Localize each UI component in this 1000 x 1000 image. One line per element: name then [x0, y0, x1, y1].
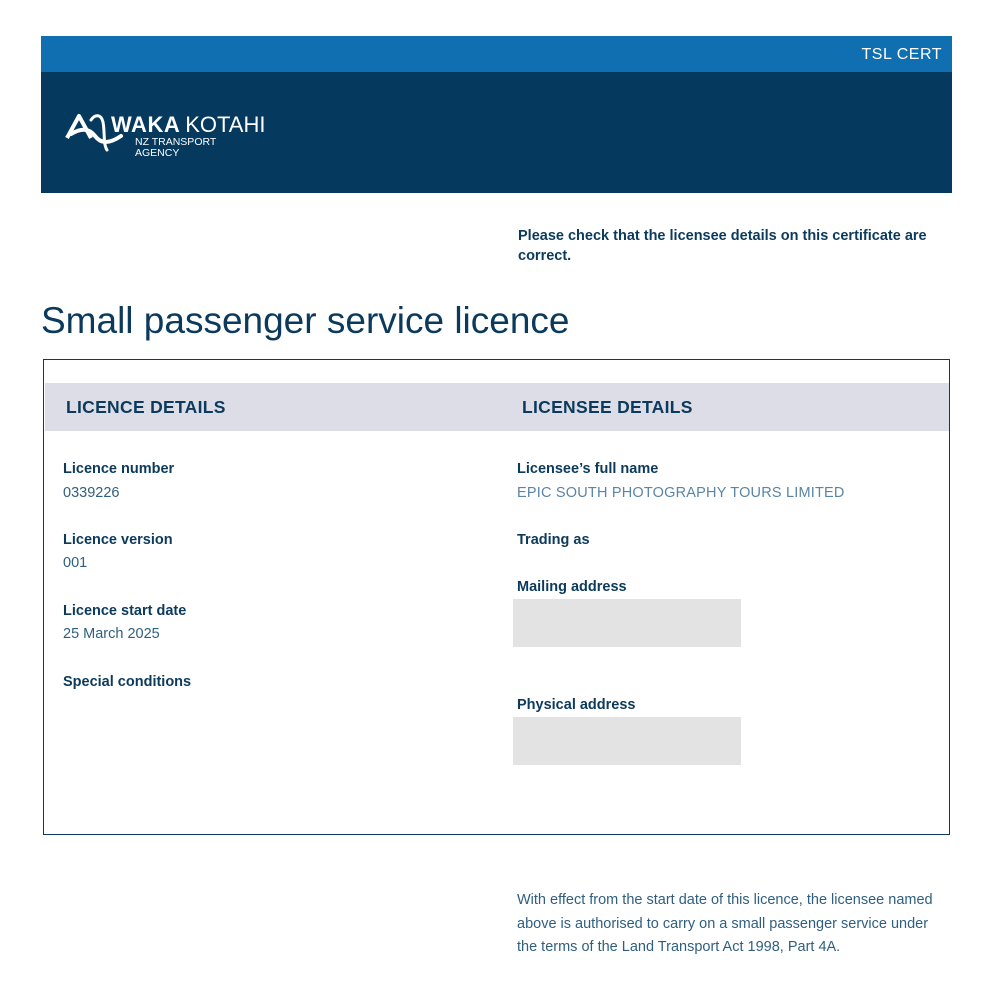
licence-details-heading: LICENCE DETAILS [66, 397, 226, 417]
trading-as-label: Trading as [517, 532, 590, 548]
authorisation-statement: With effect from the start date of this licence, the licensee named above is authorised to carry on a small passenger service under the terms of the Land Transport Act 1998, Part 4A. [517, 892, 933, 955]
brand-name-bold: WAKA [111, 112, 181, 137]
physical-address-label: Physical address [517, 697, 636, 713]
licence-start-date-label: Licence start date [63, 603, 187, 619]
licence-version-value: 001 [63, 555, 88, 571]
licensee-details-heading: LICENSEE DETAILS [522, 397, 693, 417]
licensee-name-label: Licensee’s full name [517, 461, 659, 477]
page-title: Small passenger service licence [41, 300, 570, 341]
licensee-name-value: EPIC SOUTH PHOTOGRAPHY TOURS LIMITED [517, 485, 845, 501]
brand-subtitle [135, 137, 216, 159]
licence-number-value: 0339226 [63, 485, 120, 501]
physical-address-redacted [513, 717, 741, 765]
licence-version-label: Licence version [63, 532, 173, 548]
certificate-tag: TSL CERT [861, 46, 942, 63]
licence-card [43, 359, 950, 835]
brand-name-light: KOTAHI [185, 112, 266, 137]
mailing-address-label: Mailing address [517, 579, 627, 595]
header-top-bar [41, 36, 952, 72]
licence-number-label: Licence number [63, 461, 175, 477]
licence-start-date-value: 25 March 2025 [63, 626, 160, 642]
brand-name [111, 112, 265, 138]
brand-subtitle-line1: NZ TRANSPORT [135, 136, 217, 148]
brand-subtitle-line2: AGENCY [135, 147, 180, 159]
mailing-address-redacted [513, 599, 741, 647]
check-details-notice: Please check that the licensee details on this certificate are correct. [518, 228, 927, 264]
section-header-band [45, 383, 949, 431]
header-banner [41, 72, 952, 193]
special-conditions-label: Special conditions [63, 674, 192, 690]
